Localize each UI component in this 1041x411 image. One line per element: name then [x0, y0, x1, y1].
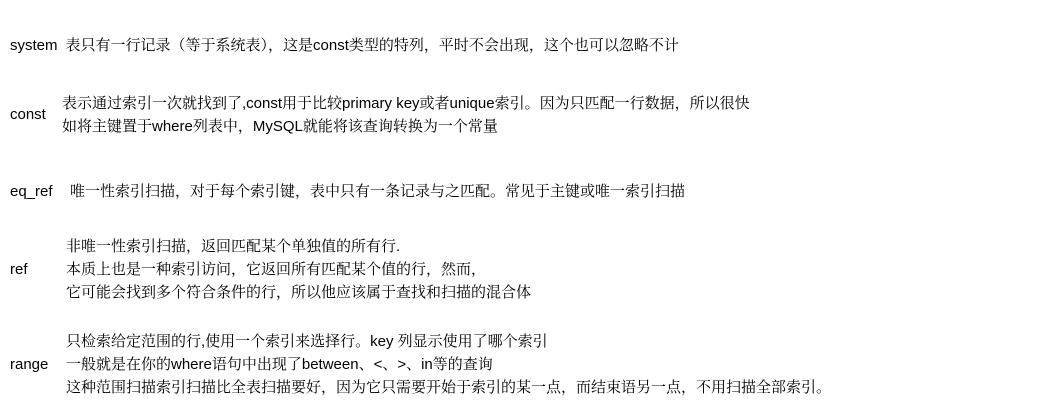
entry-description-line: 如将主键置于where列表中，MySQL就能将该查询转换为一个常量: [62, 118, 498, 135]
entry-description-line: 表只有一行记录（等于系统表），这是const类型的特列，平时不会出现，这个也可以忽略不计: [65, 37, 679, 54]
entry-description-line: 非唯一性索引扫描，返回匹配某个单独值的所有行.: [66, 238, 401, 255]
entry-description: [70, 180, 685, 203]
entry-description-line: 这种范围扫描索引扫描比全表扫描要好，因为它只需要开始于索引的某一点，而结束语另一点，不用扫描全部索引。: [66, 379, 832, 396]
entry-description-line: 唯一性索引扫描，对于每个索引键，表中只有一条记录与之匹配。常见于主键或唯一索引扫描: [70, 183, 686, 200]
entry-system: [10, 34, 679, 57]
entry-description-line: 一般就是在你的where语句中出现了between、<、>、in等的查询: [66, 356, 493, 373]
entry-term: eq_ref: [10, 182, 53, 200]
entry-description-line: 只检索给定范围的行,使用一个索引来选择行。key 列显示使用了哪个索引: [66, 333, 548, 350]
entry-term: system: [10, 36, 58, 54]
entry-description: [66, 235, 531, 304]
entry-description-line: 它可能会找到多个符合条件的行，所以他应该属于查找和扫描的混合体: [66, 284, 532, 301]
entry-eq-ref: [10, 180, 685, 203]
entry-ref: [10, 235, 531, 304]
entry-description: [66, 34, 679, 57]
entry-description: [62, 92, 750, 138]
entry-term: ref: [10, 260, 28, 278]
entry-range: [10, 330, 831, 399]
entry-const: [10, 92, 750, 138]
entry-description-line: 表示通过索引一次就找到了,const用于比较primary key或者unique索引。因为只匹配一行数据，所以很快: [62, 95, 750, 112]
entry-term: const: [10, 106, 46, 123]
entry-description-line: 本质上也是一种索引访问，它返回所有匹配某个值的行，然而，: [66, 261, 487, 278]
entry-description: [66, 330, 831, 399]
entry-term: range: [10, 355, 49, 373]
